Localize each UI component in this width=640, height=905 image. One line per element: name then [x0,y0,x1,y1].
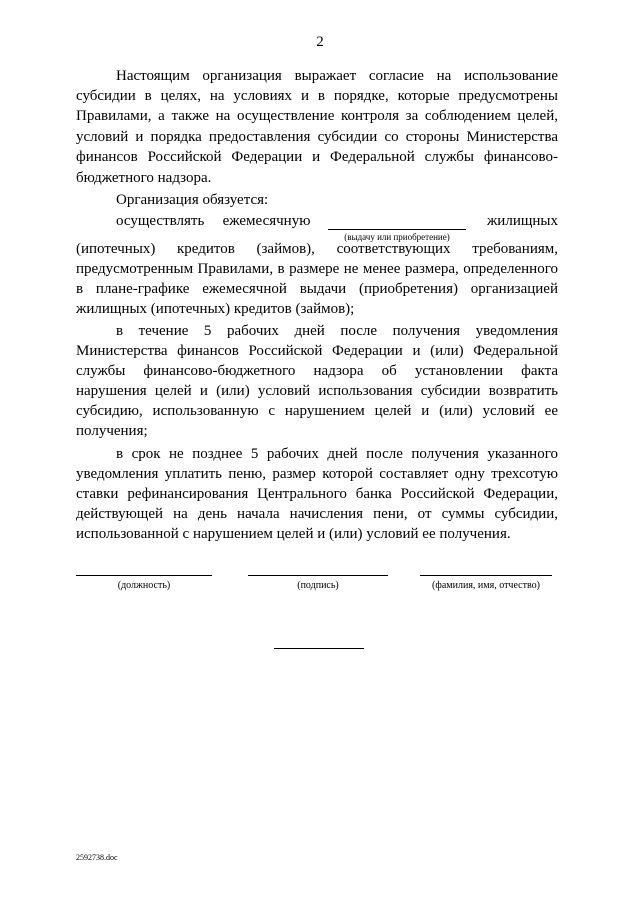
item1-blank-space [329,211,469,231]
item3-line-3: ставки рефинансирования Центрального банка Российской Федерации, [76,486,558,502]
para1-line-1: Настоящим организация выражает согласие на использование [116,68,558,84]
position-caption: (должность) [117,580,171,591]
full-name-signature-line [420,575,552,576]
para1-line-5: финансов Российской Федерации и Федеральной службы финансово- [76,149,558,165]
item2-line-3: службы финансово-бюджетного надзора об установлении факта [76,363,558,379]
item1-word-2: ежемесячную [222,213,311,229]
obligations-heading: Организация обязуется: [116,192,269,208]
full-name-caption: (фамилия, имя, отчество) [432,580,540,591]
item3-line-2: уведомления уплатить пеню, размер которой составляет одну трехсотую [76,466,558,482]
para1-line-3: Правилами, а также на осуществление контроля за соблюдением целей, [76,108,558,124]
item3-line-1: в срок не позднее 5 рабочих дней после получения указанного [116,446,558,462]
item1-first-line [76,211,558,231]
para1-line-6: бюджетного надзора. [76,170,212,186]
item2-line-4: нарушения целей и (или) условий использования субсидии возвратить [76,383,558,399]
item2-line-2: Министерства финансов Российской Федерации и (или) Федеральной [76,343,558,359]
item2-line-1: в течение 5 рабочих дней после получения уведомления [116,323,558,339]
position-signature-line [76,575,212,576]
item1-line-4: жилищных (ипотечных) кредитов (займов); [76,301,355,317]
para1-line-2: субсидии в целях, на условиях и в порядке, которые предусмотрены [76,88,558,104]
closing-rule [274,648,364,649]
item1-line-2: предусмотренным Правилами, в размере не менее размера, определенного [76,261,558,277]
item1-word-3: жилищных [486,213,558,229]
item3-line-4: действующей на день начала начисления пени, от суммы субсидии, [76,506,558,522]
item1-line-3: в плане-графике ежемесячной выдачи (приобретения) организацией [76,281,558,297]
para1-line-4: условий и порядка предоставления субсидии со стороны Министерства [76,129,558,145]
item3-line-5: использованной с нарушением целей и (или) условий ее получения. [76,526,511,542]
item2-line-6: получения; [76,423,148,439]
item1-blank-line [328,229,466,230]
item1-word-1: осуществлять [116,213,205,229]
signature-line [248,575,388,576]
item1-line-1: (ипотечных) кредитов (займов), соответствующих требованиям, [76,241,558,257]
footer-filename: 2592738.doc [76,853,118,862]
item2-line-5: субсидию, использованную с нарушением целей и (или) условий ее [76,403,558,419]
signature-caption: (подпись) [297,580,339,591]
item1-blank-caption: (выдачу или приобретение) [344,232,450,242]
page-number: 2 [316,34,324,50]
